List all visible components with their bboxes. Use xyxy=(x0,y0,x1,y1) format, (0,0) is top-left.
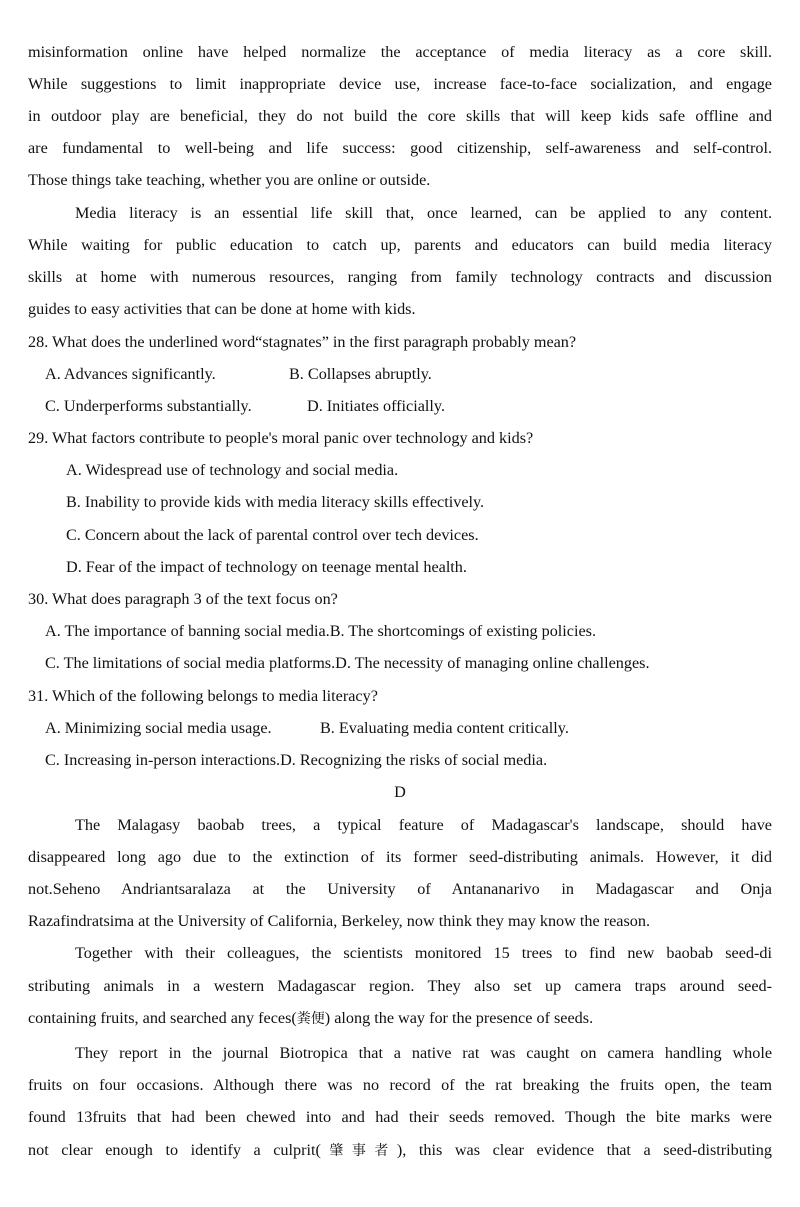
question-28-option-a: A. Advances significantly. xyxy=(45,365,216,383)
passage-d-p3-line-4 xyxy=(28,1140,772,1161)
question-30-stem: 30. What does paragraph 3 of the text focus on? xyxy=(28,590,338,608)
question-30-options-ab: A. The importance of banning social media.B. The shortcomings of existing policies. xyxy=(45,622,597,640)
passage-d-p1-line-4: Razafindratsima at the University of California, Berkeley, now think they may know the reason. xyxy=(28,912,650,930)
text-segment: not clear enough to identify a culprit( xyxy=(28,1141,321,1159)
passage-c-p1-line-4: are fundamental to well-being and life success: good citizenship, self-awareness and self-control. xyxy=(28,139,772,157)
question-31-stem: 31. Which of the following belongs to media literacy? xyxy=(28,687,378,705)
question-29-option-b: B. Inability to provide kids with media literacy skills effectively. xyxy=(66,493,485,511)
passage-d-p1-line-2: disappeared long ago due to the extinction of its former seed-distributing animals. However, it did xyxy=(28,848,772,866)
passage-d-p1-line-1: The Malagasy baobab trees, a typical feature of Madagascar's landscape, should have xyxy=(75,816,772,834)
chinese-gloss-feces: 粪便 xyxy=(296,1011,325,1027)
question-29-stem: 29. What factors contribute to people's moral panic over technology and kids? xyxy=(28,429,534,447)
passage-d-heading: D xyxy=(394,783,406,801)
passage-c-p2-line-4: guides to easy activities that can be done at home with kids. xyxy=(28,300,416,318)
passage-c-p1-line-2: While suggestions to limit inappropriate device use, increase face-to-face socialization, and engage xyxy=(28,75,772,93)
passage-d-p3-line-1: They report in the journal Biotropica that a native rat was caught on camera handling whole xyxy=(75,1044,772,1062)
passage-d-p2-line-2: stributing animals in a western Madagascar region. They also set up camera traps around seed- xyxy=(28,977,772,995)
question-29-option-d: D. Fear of the impact of technology on teenage mental health. xyxy=(66,558,467,576)
question-28-option-b: B. Collapses abruptly. xyxy=(289,365,432,383)
passage-c-p1-line-5: Those things take teaching, whether you are online or outside. xyxy=(28,171,431,189)
question-29-option-a: A. Widespread use of technology and social media. xyxy=(66,461,399,479)
passage-d-p2-line-3 xyxy=(28,1008,772,1029)
passage-c-p2-line-1: Media literacy is an essential life skill that, once learned, can be applied to any content. xyxy=(75,204,772,222)
passage-d-p2-line-1: Together with their colleagues, the scientists monitored 15 trees to find new baobab seed-di xyxy=(75,944,772,962)
question-31-options-cd: C. Increasing in-person interactions.D. Recognizing the risks of social media. xyxy=(45,751,548,769)
question-29-option-c: C. Concern about the lack of parental control over tech devices. xyxy=(66,526,479,544)
question-30-options-cd: C. The limitations of social media platforms.D. The necessity of managing online challenges. xyxy=(45,654,650,672)
text-segment: ), this was clear evidence that a seed-distributing xyxy=(396,1141,772,1159)
passage-d-p3-line-3: found 13fruits that had been chewed into and had their seeds removed. Though the bite marks were xyxy=(28,1108,772,1126)
passage-c-p2-line-3: skills at home with numerous resources, ranging from family technology contracts and discussion xyxy=(28,268,772,286)
passage-d-p3-line-2: fruits on four occasions. Although there was no record of the rat breaking the fruits open, the team xyxy=(28,1076,772,1094)
text-segment: containing fruits, and searched any feces( xyxy=(28,1009,297,1027)
passage-c-p1-line-3: in outdoor play are beneficial, they do not build the core skills that will keep kids safe offline and xyxy=(28,107,772,125)
question-31-option-b: B. Evaluating media content critically. xyxy=(320,719,569,737)
question-31-option-a: A. Minimizing social media usage. xyxy=(45,719,272,737)
chinese-gloss-culprit: 肇事者 xyxy=(320,1143,397,1159)
question-28-option-c: C. Underperforms substantially. xyxy=(45,397,252,415)
passage-c-p1-line-1: misinformation online have helped normalize the acceptance of media literacy as a core skill. xyxy=(28,43,772,61)
passage-c-p2-line-2: While waiting for public education to catch up, parents and educators can build media literacy xyxy=(28,236,772,254)
text-segment: ) along the way for the presence of seeds. xyxy=(324,1009,594,1027)
question-28-option-d: D. Initiates officially. xyxy=(307,397,446,415)
question-28-stem: 28. What does the underlined word“stagnates” in the first paragraph probably mean? xyxy=(28,333,577,351)
passage-d-p1-line-3: not.Seheno Andriantsaralaza at the University of Antananarivo in Madagascar and Onja xyxy=(28,880,772,898)
